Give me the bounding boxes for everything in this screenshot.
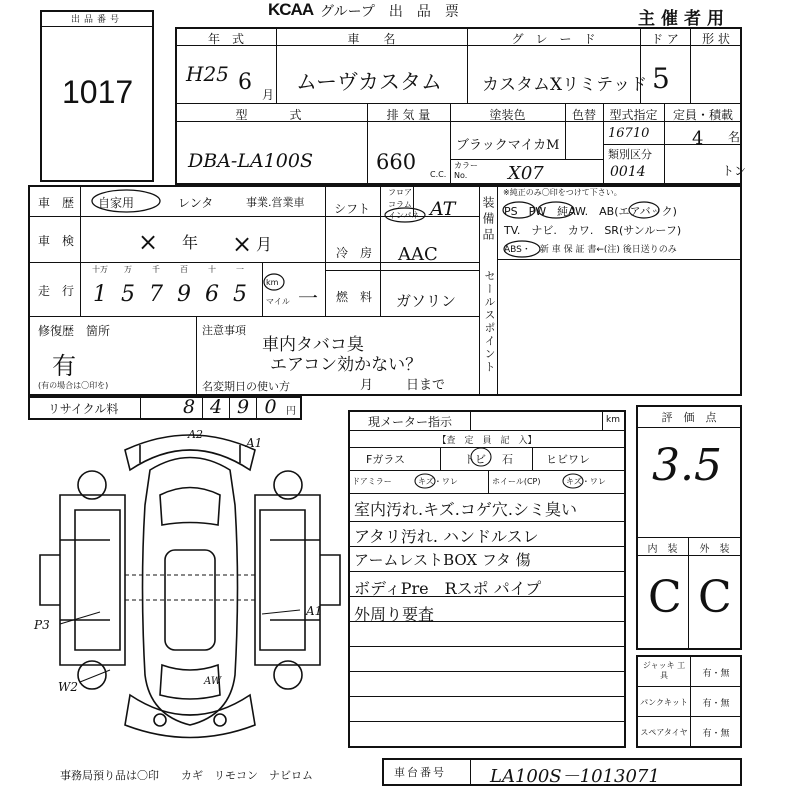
shift-inpane[interactable]: インパネ <box>388 211 420 220</box>
grade-label: グ レ ー ド <box>511 32 596 46</box>
shift-label: シフト <box>334 202 371 216</box>
lot-number-label: 出品番号 <box>70 15 123 25</box>
model-code: DBA-LA100S <box>188 150 313 172</box>
mark-a1-top: A1 <box>246 436 263 450</box>
inspector-label: 【査 定 員 記 入】 <box>437 436 537 446</box>
repair-note: (有の場合は〇印を) <box>38 381 109 390</box>
mark-p3: P3 <box>34 618 50 632</box>
year-label: 年 式 <box>207 32 244 46</box>
category-label: 類別区分 <box>608 148 652 161</box>
year-era: H25 <box>186 62 229 86</box>
notes-line1: 車内タバコ臭 <box>262 335 364 355</box>
history-label: 車 歴 <box>38 196 75 210</box>
office-note: 事務局預り品は〇印 カギ リモコン ナビロム <box>60 769 313 782</box>
inspection-year-unit: 年 <box>182 233 199 252</box>
score-value: 3.5 <box>652 440 722 491</box>
diagram-leader-lines <box>0 0 400 780</box>
equipment-label: 装備品 <box>481 196 495 244</box>
kcaa-logo: KCAA <box>268 0 314 19</box>
equipment-line2: TV. ナビ. カワ. SR(サンルーフ) <box>504 224 682 237</box>
tobi-circle-mark <box>468 446 494 468</box>
organizer-label: 主催者用 <box>638 9 730 29</box>
load-unit: トン <box>722 164 747 178</box>
ac-label: 冷 房 <box>336 246 373 260</box>
color-change-label: 色替 <box>571 108 596 122</box>
jack-label: ジャッキ 工 具 <box>642 661 694 680</box>
jack-choice[interactable]: 有・無 <box>702 669 730 679</box>
recycle-unit: 円 <box>286 406 296 417</box>
year-month: 6 <box>238 70 252 95</box>
displacement-value: 660 <box>376 150 417 174</box>
glass-ishi[interactable]: 石 <box>502 453 513 466</box>
type-cert-label: 型式指定 <box>609 108 658 122</box>
glass-tobi[interactable]: トビ <box>464 453 486 466</box>
door-mirror-label: ドアミラー <box>352 477 392 486</box>
mileage-mile[interactable]: マイル <box>266 297 290 306</box>
notes-deadline-month: 月 <box>360 378 374 393</box>
puncture-label: パンクキット <box>640 698 688 707</box>
remark-1: 室内汚れ.キズ.コゲ穴.シミ臭い <box>354 500 577 519</box>
chassis-label: 車台番号 <box>394 766 446 779</box>
grade-value: カスタムXリミテッド <box>482 75 648 95</box>
door-count: 5 <box>652 62 670 95</box>
chassis-number: LA100S－1013071 <box>490 766 660 787</box>
capacity-label: 定員・積載 <box>672 108 733 122</box>
f-glass-label: Fガラス <box>366 453 405 466</box>
capacity-unit: 名 <box>728 130 741 144</box>
cc-unit: C.C. <box>430 170 447 179</box>
history-business[interactable]: 事業.営業車 <box>246 196 305 209</box>
type-cert-value: 16710 <box>608 126 650 141</box>
inspection-month-value: × <box>232 230 253 258</box>
mirror-circle-mark <box>412 472 438 490</box>
type-label: 型 式 <box>235 108 308 122</box>
mark-w2: W2 <box>58 680 78 694</box>
displacement-label: 排 気 量 <box>386 108 431 122</box>
meter-unit: km <box>606 415 620 425</box>
history-private[interactable]: 自家用 <box>98 196 135 210</box>
remark-5: 外周り要査 <box>354 605 435 624</box>
shift-column[interactable]: コラム <box>388 200 412 209</box>
wheel-options[interactable]: キズ・ワレ <box>566 477 606 486</box>
exterior-grade: C <box>698 572 732 623</box>
sales-point-label: セールスポイント <box>483 270 496 374</box>
wheel-label: ホイール(CP) <box>492 477 541 486</box>
repair-label: 修復歴 箇所 <box>38 324 111 338</box>
equipment-note: ※純正のみ〇印をつけて下さい。 <box>503 188 622 197</box>
group-title: グループ 出 品 票 <box>320 4 459 20</box>
shift-floor[interactable]: フロア <box>388 188 412 197</box>
remark-3: アームレストBOX フタ 傷 <box>354 551 531 569</box>
wheel-circle-mark <box>560 472 586 490</box>
lot-number: 1017 <box>62 74 134 110</box>
month-unit: 月 <box>262 88 275 102</box>
ac-value: AAC <box>398 244 438 265</box>
inspection-label: 車 検 <box>38 234 75 248</box>
inspection-month-unit: 月 <box>256 235 273 254</box>
history-rental[interactable]: レンタ <box>178 196 214 210</box>
mileage-label: 走 行 <box>38 284 75 298</box>
mileage-suffix: 一 <box>298 286 318 310</box>
interior-label: 内 装 <box>647 544 678 555</box>
spare-choice[interactable]: 有・無 <box>702 729 730 739</box>
score-label: 評 価 点 <box>661 411 717 424</box>
mileage-digits: 1 5 7 9 6 5 <box>93 282 247 307</box>
fuel-label: 燃 料 <box>336 290 373 304</box>
category-value: 0014 <box>610 164 646 180</box>
equipment-line1: PS PW 純AW. AB(エアバック) <box>504 205 677 218</box>
door-label: ド ア <box>651 32 679 46</box>
capacity-value: 4 <box>692 128 704 149</box>
fuel-value: ガソリン <box>396 292 457 310</box>
mileage-units: 十万 万 千 百 十 一 <box>92 265 244 274</box>
color-no-label: カラー No. <box>454 161 478 180</box>
interior-grade: C <box>648 572 682 623</box>
mark-a1-right: A1 <box>306 604 323 618</box>
vehicle-name: ムーヴカスタム <box>296 70 442 94</box>
shift-value: AT <box>430 198 456 220</box>
mark-a2: A2 <box>188 428 203 441</box>
color-label: 塗装色 <box>489 108 526 122</box>
meter-label: 現メーター指示 <box>368 415 453 429</box>
recycle-digits: 8 4 9 0 <box>176 396 286 420</box>
inspection-year-value: × <box>138 228 159 256</box>
recycle-label: リサイクル料 <box>48 402 119 416</box>
exterior-label: 外 装 <box>699 544 730 555</box>
equipment-circle-marks <box>498 196 738 258</box>
door-mirror-options[interactable]: キズ・ワレ <box>418 477 458 486</box>
spare-label: スペアタイヤ <box>640 728 688 737</box>
puncture-choice[interactable]: 有・無 <box>702 699 730 709</box>
remark-4: ボディPre Rスポ パイプ <box>354 579 542 598</box>
mileage-km[interactable]: km <box>266 278 279 287</box>
mark-aw: AW <box>204 676 222 687</box>
notes-line2: エアコン効かない？ <box>270 355 423 375</box>
notes-label: 注意事項 <box>202 324 246 337</box>
name-label: 車 名 <box>347 32 396 46</box>
glass-hibi[interactable]: ヒビワレ <box>546 453 590 466</box>
notes-deadline-day: 日まで <box>406 378 446 393</box>
remark-2: アタリ汚れ. ハンドルスレ <box>354 527 539 546</box>
equipment-line3: ABS・ 新 車 保 証 書←(注) 後日送りのみ <box>504 245 677 255</box>
color-value: ブラックマイカM <box>456 138 560 153</box>
color-number: X07 <box>508 163 544 184</box>
shape-label: 形 状 <box>702 32 730 46</box>
repair-value: 有 <box>52 352 76 380</box>
notes-deadline-label: 名変期日の使い方 <box>202 380 290 393</box>
